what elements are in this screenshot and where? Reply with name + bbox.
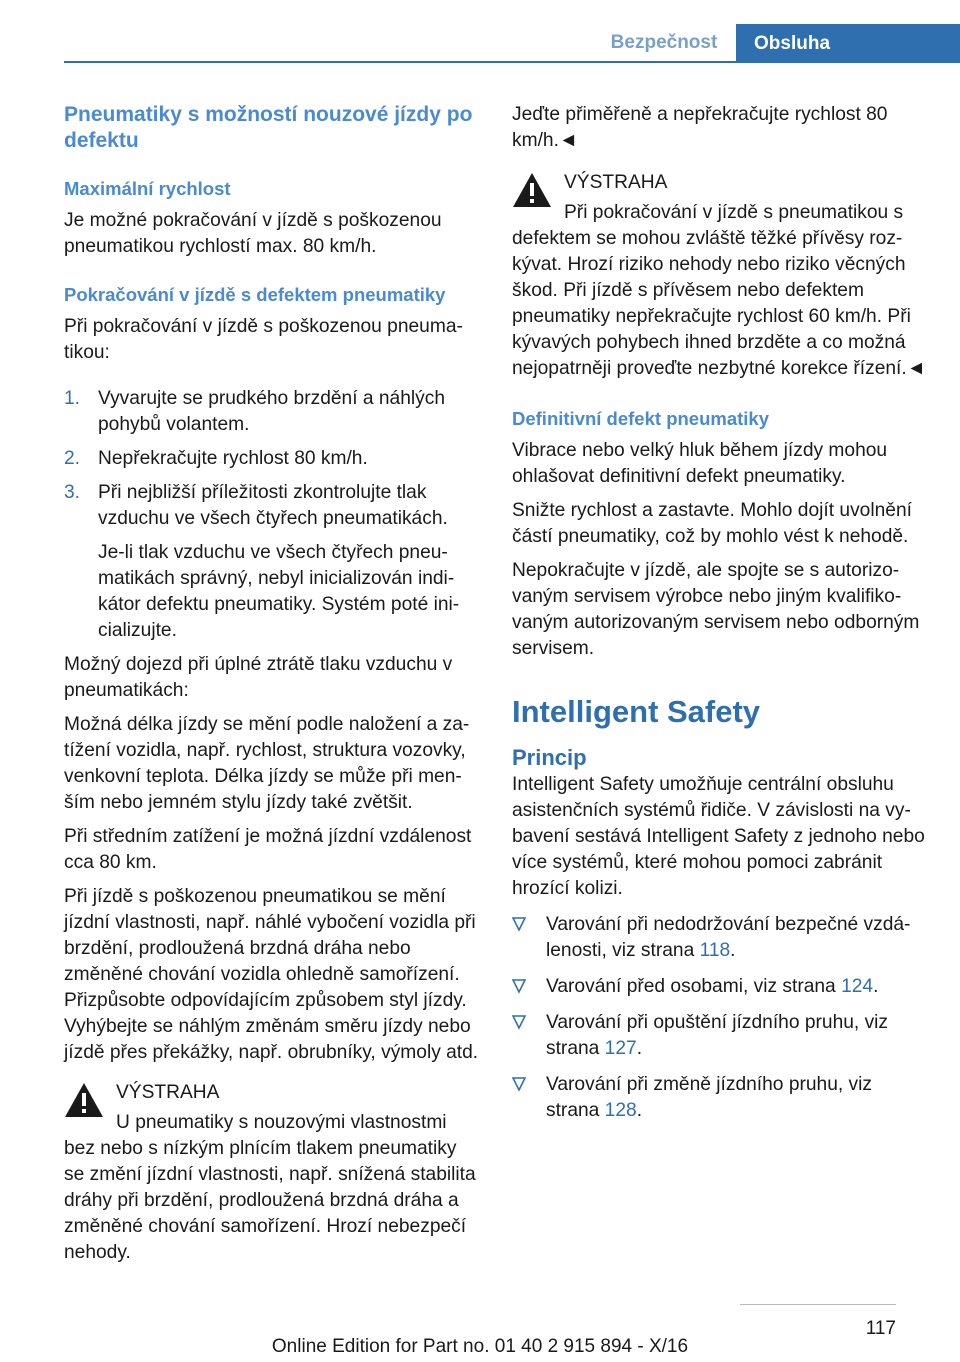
max-speed-text: Je možné pokračování v jízdě s poškozenou pneumatikou rychlostí max. 80 km/h. [64, 210, 442, 257]
bullet-end: . [636, 1038, 643, 1059]
principle-text: Intelligent Safety umožňuje centrální obsluhu asistenčních systémů řidiče. V závislosti na vybavení sestává Intelligent Safety z jednoho nebo více systémů, které mohou pomoci zabránit hrozící kolizi. [512, 774, 925, 899]
warning-first-line: U pneumatiky s nouzovými vlastnostmi [116, 1112, 447, 1133]
range-intro: Možný dojezd při úplné ztrátě tlaku vzduchu v pneumatikách: [64, 654, 453, 701]
speed-text: Jeďte přiměřeně a nepřekračujte rychlost 80 km/h.◄ [512, 104, 888, 151]
bullet-end: . [873, 976, 879, 997]
warning-first-line: Při pokračování v jízdě s pneumatikou s [564, 202, 904, 223]
heading-max-speed: Maximální rychlost [64, 178, 231, 199]
heading-definitive-defect: Definitivní defekt pneumatiky [512, 408, 769, 429]
bullet-end: . [730, 940, 736, 961]
page-number: 117 [865, 1318, 896, 1339]
step-text: Při nejbližší příležitosti zkontrolujte tlak vzduchu ve všech čtyřech pneumatikách. [98, 482, 448, 529]
list-item [64, 446, 480, 472]
list-item [512, 974, 928, 1000]
steps-list [64, 386, 480, 532]
header-rule [64, 61, 960, 63]
defect-text-1: Vibrace nebo velký hluk během jízdy mohou ohlašovat definitivní defekt pneumatiky. [512, 440, 888, 487]
warning-triangle-icon [512, 172, 552, 208]
step-text: Nepřekračujte rychlost 80 km/h. [98, 448, 368, 469]
header-tab-obsluha[interactable]: Obsluha [736, 24, 960, 63]
step3-note: Je-li tlak vzduchu ve všech čtyřech pneumatikách správný, nebyl inicializován indikátor defektu pneumatiky. Systém poté inicializujte. [98, 542, 460, 641]
medium-load-text: Při středním zatížení je možná jízdní vzdálenost cca 80 km. [64, 826, 472, 873]
right-column [512, 102, 928, 1124]
warning-block-left [64, 1080, 480, 1266]
triangle-bullet-icon [512, 1076, 526, 1092]
bullet-text: Varování při opuštění jízdního pruhu, viz strana [546, 1012, 889, 1059]
section-title-runflat: Pneumatiky s možností nouzové jízdy po defektu [64, 103, 473, 152]
bullet-text: Varování před osobami, viz strana [546, 976, 842, 997]
defect-text-2: Snižte rychlost a zastavte. Mohlo dojít uvolnění částí pneumatiky, což by mohlo vést k nehodě. [512, 500, 912, 547]
list-item [512, 912, 928, 964]
warning-block-right [512, 170, 928, 382]
triangle-bullet-icon [512, 916, 526, 932]
safety-systems-list [512, 912, 928, 1124]
footer-rule [740, 1304, 896, 1305]
heading-continue-driving: Pokračování v jízdě s defektem pneumatiky [64, 284, 446, 305]
continue-intro: Při pokračování v jízdě s poškozenou pneumatikou: [64, 316, 463, 363]
step-number: 1. [64, 388, 81, 409]
header-tab-bezpecnost[interactable]: Bezpečnost [610, 32, 718, 53]
left-column [64, 102, 480, 1266]
edition-footer: Online Edition for Part no. 01 40 2 915 894 - X/16 [271, 1336, 689, 1357]
page-link[interactable]: 128 [604, 1100, 637, 1121]
defect-text-3: Nepokračujte v jízdě, ale spojte se s autorizovaným servisem výrobce nebo jiným kvalifikovaným autorizovaným servisem nebo odborným servisem. [512, 560, 920, 659]
bullet-text: Varování při změně jízdního pruhu, viz strana [546, 1074, 872, 1121]
bullet-text: Varování při nedodržování bezpečné vzdálenosti, viz strana [546, 914, 911, 961]
warning-text: bez nebo s nízkým plnícím tlakem pneumatiky se změní jízdní vlastnosti, např. snížená stabilita dráhy při brzdění, prodloužená brzdná dráha a změněné chování samořízení. Hrozí nebezpečí nehody. [64, 1138, 476, 1263]
warning-title: VÝSTRAHA [116, 1082, 220, 1103]
bullet-end: . [636, 1100, 643, 1121]
triangle-bullet-icon [512, 1014, 526, 1030]
step-text: Vyvarujte se prudkého brzdění a náhlých pohybů volantem. [98, 388, 446, 435]
list-item [512, 1010, 928, 1062]
page-link[interactable]: 124 [841, 976, 874, 997]
list-item [64, 386, 480, 438]
step-number: 2. [64, 448, 81, 469]
warning-triangle-icon [64, 1082, 104, 1118]
triangle-bullet-icon [512, 978, 526, 994]
list-item [64, 480, 480, 532]
chapter-title-intelligent-safety: Intelligent Safety [512, 694, 761, 729]
warning-text: defektem se mohou zvláště těžké přívěsy rozkývat. Hrozí riziko nehody nebo riziko věcných škod. Při jízdě s přívěsem nebo defektem pneumatiky nepřekračujte rychlost 60 km/h. Při kývavých pohybech ihned brzděte a co možná nejopatrněji proveďte nezbytné korekce řízení.◄ [512, 228, 926, 379]
heading-principle: Princip [512, 745, 587, 770]
range-text: Možná délka jízdy se mění podle naložení a zatížení vozidla, např. rychlost, struktura vozovky, venkovní teplota. Délka jízdy se může při menším nebo jemném stylu jízdy také zvětšit. [64, 714, 470, 813]
handling-text: Při jízdě s poškozenou pneumatikou se mění jízdní vlastnosti, např. náhlé vybočení vozidla při brzdění, prodloužená brzdná dráha nebo změněné chování vozidla ohledně samořízení. Přizpůsobte odpovídajícím způsobem styl jízdy. Vyhýbejte se náhlým změnám směru jízdy nebo jízdě přes překážky, např. obrubníky, výmoly atd. [64, 886, 479, 1063]
list-item [512, 1072, 928, 1124]
page-link[interactable]: 127 [604, 1038, 637, 1059]
warning-title: VÝSTRAHA [564, 172, 668, 193]
page-link[interactable]: 118 [699, 940, 731, 961]
step-number: 3. [64, 482, 81, 503]
